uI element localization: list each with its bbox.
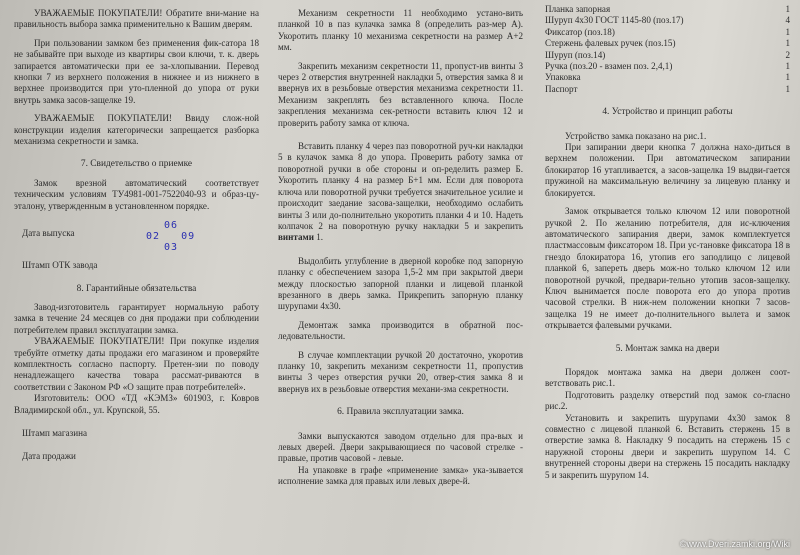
release-date-block [14, 220, 259, 260]
kit-item-qty: 1 [785, 72, 790, 83]
kit-row [545, 15, 790, 26]
handle-variant-text: В случае комплектации ручкой 20 достаточно, укоротив планку 10, закрепить механизм секретности 11, пропустив винты 3 через отверстия ручки 20, отвер-стия замка 8 и ввернув их в резьбовые отверстия механи-зма секретности. [278, 349, 523, 394]
date-stamp-line2: 02 09 [146, 231, 196, 243]
kit-item-name: Фиксатор (поз.18) [545, 26, 615, 37]
door-sides-text: Замки выпускаются заводом отдельно для пра-вых и левых дверей. Двери закрывающиеся по часовой стрелке - правые, против часовой - левые. [278, 430, 523, 464]
kit-item-name: Стержень фалевых ручек (поз.15) [545, 38, 676, 49]
kit-item-qty: 2 [785, 49, 790, 60]
column-right [545, 0, 790, 481]
section-8-title: 8. Гарантийные обязательства [76, 283, 197, 294]
kit-item-name: Ручка (поз.20 - взамен поз. 2,4,1) [545, 61, 673, 72]
kit-item-qty: 1 [785, 4, 790, 14]
kit-row [545, 72, 790, 83]
plate-insert-text-end: 1. [313, 232, 324, 243]
kit-item-name: Планка запорная [545, 4, 611, 14]
otk-stamp-label: Штамп ОТК завода [22, 260, 98, 271]
acceptance-text: Замок врезной автоматический соответствует техническим условиям ТУ4981-001-7522040-93 и образ-цу-эталону, утвержденным в установленном порядке. [14, 177, 259, 211]
section-7-title: 7. Свидетельство о приемке [80, 159, 193, 170]
watermark: ©www.Dveri.zamki.org/Wiki [679, 539, 790, 549]
kit-item-qty: 4 [785, 15, 790, 26]
kit-row [545, 84, 790, 95]
kit-item-qty: 1 [785, 83, 790, 94]
opening-text: Замок открывается только ключом 12 или поворотной ручкой 2. По желанию потребителя, для ис-ключения автоматического запирания двери, замок комплектуется пластмассовым фиксатором 18. При ус-тановке фиксатора 18 в гнездо блокиратора 16, утопив его заподлицо с лицевой планкой 6, запереть дверь мож-но только ключом 12 или поворотной ручкой, предвари-тельно утопив засов-защелку. Ключ вынимается после поворота его до упора против часовой стрелки. В ниж-нем положении кнопки 7 засов-защелка 19 не имеет до-полнительного вылета и замок открывается фалевыми ручками. [545, 206, 790, 331]
notice-purchase: УВАЖАЕМЫЕ ПОКУПАТЕЛИ! При покупке изделия требуйте отметку даты продажи его магазином и проверяйте комплектность согласно паспорту. Претен-зии по поводу ненадлежащего качества товара рассмат-риваются в соответствии с Законом РФ «О защите прав потребителей». [14, 336, 259, 392]
manufacturer-text: Изготовитель: ООО «ТД «КЭМЗ» 601903, г. Ковров Владимирской обл., ул. Крупской, 55. [14, 393, 259, 415]
kit-item-qty: 1 [785, 26, 790, 37]
dismantle-text: Демонтаж замка производится в обратной пос-ледовательности. [278, 319, 523, 342]
device-intro-text: Устройство замка показано на рис.1. [565, 130, 707, 141]
section-6-title: 6. Правила эксплуатации замка. [337, 407, 464, 418]
secrecy-install-text: Механизм секретности 11 необходимо устано-вить планкой 10 в паз кулачка замка 8 (определить раз-мер А). Укоротить планку 10 механизма секретности на размер А+2 мм. [278, 8, 523, 53]
column-middle [278, 0, 523, 488]
kit-item-name: Шуруп (поз.14) [545, 49, 606, 60]
kit-item-qty: 1 [785, 38, 790, 49]
usage-note: При пользовании замком без применения фик-сатора 18 не забывайте при выходе из квартиры свои ключи, т. к. дверь запирается автоматически при ее за-хлопывании. Перевод кнопки 7 из верхнего положения в нижнее и из нижнего в верхнее производится при уто-пленной до упора от руки внутрь замка засов-защелке 19. [14, 37, 259, 105]
kit-item-name: Упаковка [545, 72, 581, 83]
kit-item-name: Шуруп 4х30 ГОСТ 1145-80 (поз.17) [545, 15, 684, 26]
shop-stamp-label: Штамп магазина [22, 427, 88, 438]
secrecy-fix-text: Закрепить механизм секретности 11, пропуст-ив винты 3 через 2 отверстия внутренней накладки 5, отверстия замка 8 и ввернув их в резьбовые отверстия механизма секретности 11. Механизм закреплять без вставленного ключа. После закрепления механизма сек-ретности вставить ключ 12 и проверить работу замка от ключа. [278, 60, 523, 128]
kit-item-qty: 1 [785, 61, 790, 72]
sale-date-label: Дата продажи [22, 451, 76, 462]
plate-insert-text-main: Вставить планку 4 через паз поворотной руч-ки накладки 5 в кулачок замка 8 до упора. Проверить работу замка от поворотной ручки в обе стороны и оп-ределить размер Б. Укоротить планку 4 на размер Б+1 мм. Если для поворота ключа или поворотной ручки требуется значительное усилие и происходит заедание засова-защелки, необходимо ослабить винты 3 или до-полнительно укоротить планки 4 и 10. Надеть колпачок 2 на поворотную ручку накладки 5 и закрепить [278, 141, 523, 231]
plate-insert-text-bold: винтами [278, 232, 314, 243]
locking-text: При запирании двери кнопка 7 должна нахо-диться в верхнем положении. При автоматическом запирании блокиратор 16 утапливается, а засов-защелка 19 выдви-гается пружиной на максимальную величину за лицевую планку и блокируется. [545, 142, 790, 198]
mount-prep-text: Подготовить разделку отверстий под замок со-гласно рис.2. [545, 389, 790, 412]
section-5-title: 5. Монтаж замка на двери [615, 343, 720, 354]
strike-plate-text: Выдолбить углубление в дверной коробке под запорную планку с обеспечением зазора 1,5-2 мм при закрытой двери между плоскостью запорной планки и лицевой планкой врезанного в дверь замка. Прикрепить запорную планку шурупами 4х30. [278, 255, 523, 312]
plate-insert-text [278, 141, 523, 244]
package-note-text: На упаковке в графе «применение замка» ука-зывается исполнение замка для правых или левых двере-й. [278, 464, 523, 487]
notice-choice: УВАЖАЕМЫЕ ПОКУПАТЕЛИ! Обратите вни-мание на правильность выбора замка применительно к Вашим дверям. [14, 8, 259, 30]
warranty-text: Завод-изготовитель гарантирует нормальную работу замка в течение 24 месяцев со дня продажи при соблюдении потребителем правил эксплуатации замка. [14, 301, 259, 335]
kit-row [545, 61, 790, 72]
kit-list [545, 4, 790, 95]
kit-row [545, 38, 790, 49]
column-left [14, 0, 259, 463]
kit-row [545, 50, 790, 61]
kit-item-name: Паспорт [545, 83, 578, 94]
section-4-title: 4. Устройство и принцип работы [602, 107, 733, 118]
mount-steps-text: Установить и закрепить шурупами 4х30 замок 8 совместно с лицевой планкой 6. Вставить стержень 15 в отверстие замка 8. Накладку 9 посадить на стержень 15 с наружной стороны двери и закрепить шурупом 14. С внутренней стороны двери на стержень 15 посадить накладку 5 и закрепить шурупом 14. [545, 412, 790, 480]
notice-disassembly: УВАЖАЕМЫЕ ПОКУПАТЕЛИ! Ввиду слож-ной конструкции изделия категорически запрещается разборка механизма секретности и замка. [14, 113, 259, 147]
kit-row [545, 27, 790, 38]
kit-row [545, 4, 790, 15]
date-stamp-line1: 06 [164, 220, 179, 232]
date-stamp-line3: 03 [164, 242, 179, 254]
mount-order-text: Порядок монтажа замка на двери должен соот-ветствовать рис.1. [545, 366, 790, 389]
release-date-label: Дата выпуска [22, 228, 75, 239]
